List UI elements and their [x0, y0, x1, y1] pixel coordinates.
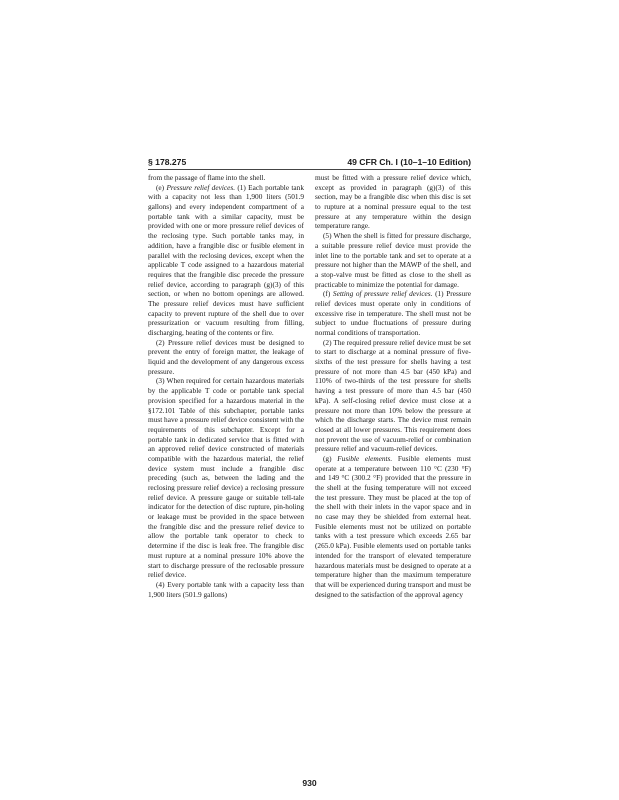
paragraph: (2) The required pressure relief device must be set to start to discharge at a nominal pressure of five-sixths of the test pressure for shells having a test pressure of not more than 4.5 bar (450 kPa) and 110% of two-thirds of the test pressure for shells having a test pressure of more than 4.5 bar (450 kPa). A self-closing relief device must close at a pressure not more than 10% below the pressure at which the discharge starts. The device must remain closed at all lower pressures. This requirement does not prevent the use of vacuum-relief or combination pressure relief and vacuum-relief devices. — [315, 337, 471, 454]
paragraph: (g) Fusible elements. Fusible elements must operate at a temperature between 110 °C (230 °F) and 149 °C (300.2 °F) provided that the pressure in the shell at the fusing temperature will not exceed the test pressure. They must be placed at the top of the shell with their inlets in the vapor space and in no case may they be shielded from external heat. Fusible elements must not be utilized on portable tanks with a test pressure which exceeds 2.65 bar (265.0 kPa). Fusible elements used on portable tanks intended for the transport of elevated temperature hazardous materials must be designed to operate at a temperature higher than the maximum temperature that will be experienced during transport and must be designed to the satisfaction of the approval agency — [315, 453, 471, 599]
paragraph: (2) Pressure relief devices must be designed to prevent the entry of foreign matter, the leakage of liquid and the development of any dangerous excess pressure. — [148, 337, 304, 376]
page-number: 930 — [302, 778, 317, 788]
section-number: § 178.275 — [148, 157, 187, 167]
paragraph: (3) When required for certain hazardous materials by the applicable T code or portable tank special provision specified for a hazardous material in the §172.101 Table of this subchapter, portable tanks must have a pressure relief device consistent with the requirements of this subchapter. Except for a portable tank in dedicated service that is fitted with an approved relief device constructed of materials compatible with the hazardous material, the relief device system must include a frangible disc preceding (such as, between the lading and the reclosing pressure relief device) a reclosing pressure relief device. A pressure gauge or suitable tell-tale indicator for the detection of disc rupture, pin-holing or leakage must be provided in the space between the frangible disc and the pressure relief device to allow the portable tank operator to check to determine if the disc is leak free. The frangible disc must rupture at a nominal pressure 10% above the start to discharge pressure of the reclosable pressure relief device. — [148, 376, 304, 580]
paragraph: (f) Setting of pressure relief devices. (1) Pressure relief devices must operate only in conditions of excessive rise in temperature. The shell must not be subject to undue fluctuations of pressure during normal conditions of transportation. — [315, 289, 471, 337]
paragraph: (e) Pressure relief devices. (1) Each portable tank with a capacity not less than 1,900 liters (501.9 gallons) and every independent compartment of a portable tank with a similar capacity, must be provided with one or more pressure relief devices of the reclosing type. Such portable tanks may, in addition, have a frangible disc or fusible element in parallel with the reclosing devices, except when the applicable T code assigned to a hazardous material requires that the frangible disc precede the pressure relief device, according to paragraph (g)(3) of this section, or when no bottom openings are allowed. The pressure relief devices must have sufficient capacity to prevent rupture of the shell due to over pressurization or vacuum resulting from filling, discharging, heating of the contents or fire. — [148, 182, 304, 337]
header-rule — [148, 169, 471, 170]
left-column — [148, 173, 304, 757]
paragraph: from the passage of flame into the shell. — [148, 173, 266, 182]
cfr-title: 49 CFR Ch. I (10–1–10 Edition) — [347, 157, 471, 167]
paragraph: (5) When the shell is fitted for pressure discharge, a suitable pressure relief device must provide the inlet line to the portable tank and set to operate at a pressure not higher than the MAWP of the shell, and a stop-valve must be fitted as close to the shell as practicable to minimize the potential for damage. — [315, 231, 471, 289]
paragraph: (4) Every portable tank with a capacity less than 1,900 liters (501.9 gallons) — [148, 579, 304, 599]
paragraph: must be fitted with a pressure relief device which, except as provided in paragraph (g)(3) of this section, may be a frangible disc when this disc is set to rupture at a nominal pressure equal to the test pressure at any temperature within the design temperature range. — [315, 173, 471, 231]
paragraph-heading: Pressure relief devices. — [166, 182, 236, 192]
right-column — [315, 173, 471, 757]
paragraph-heading: Fusible elements. — [337, 453, 393, 463]
paragraph-heading: Setting of pressure relief devices. — [332, 289, 433, 299]
